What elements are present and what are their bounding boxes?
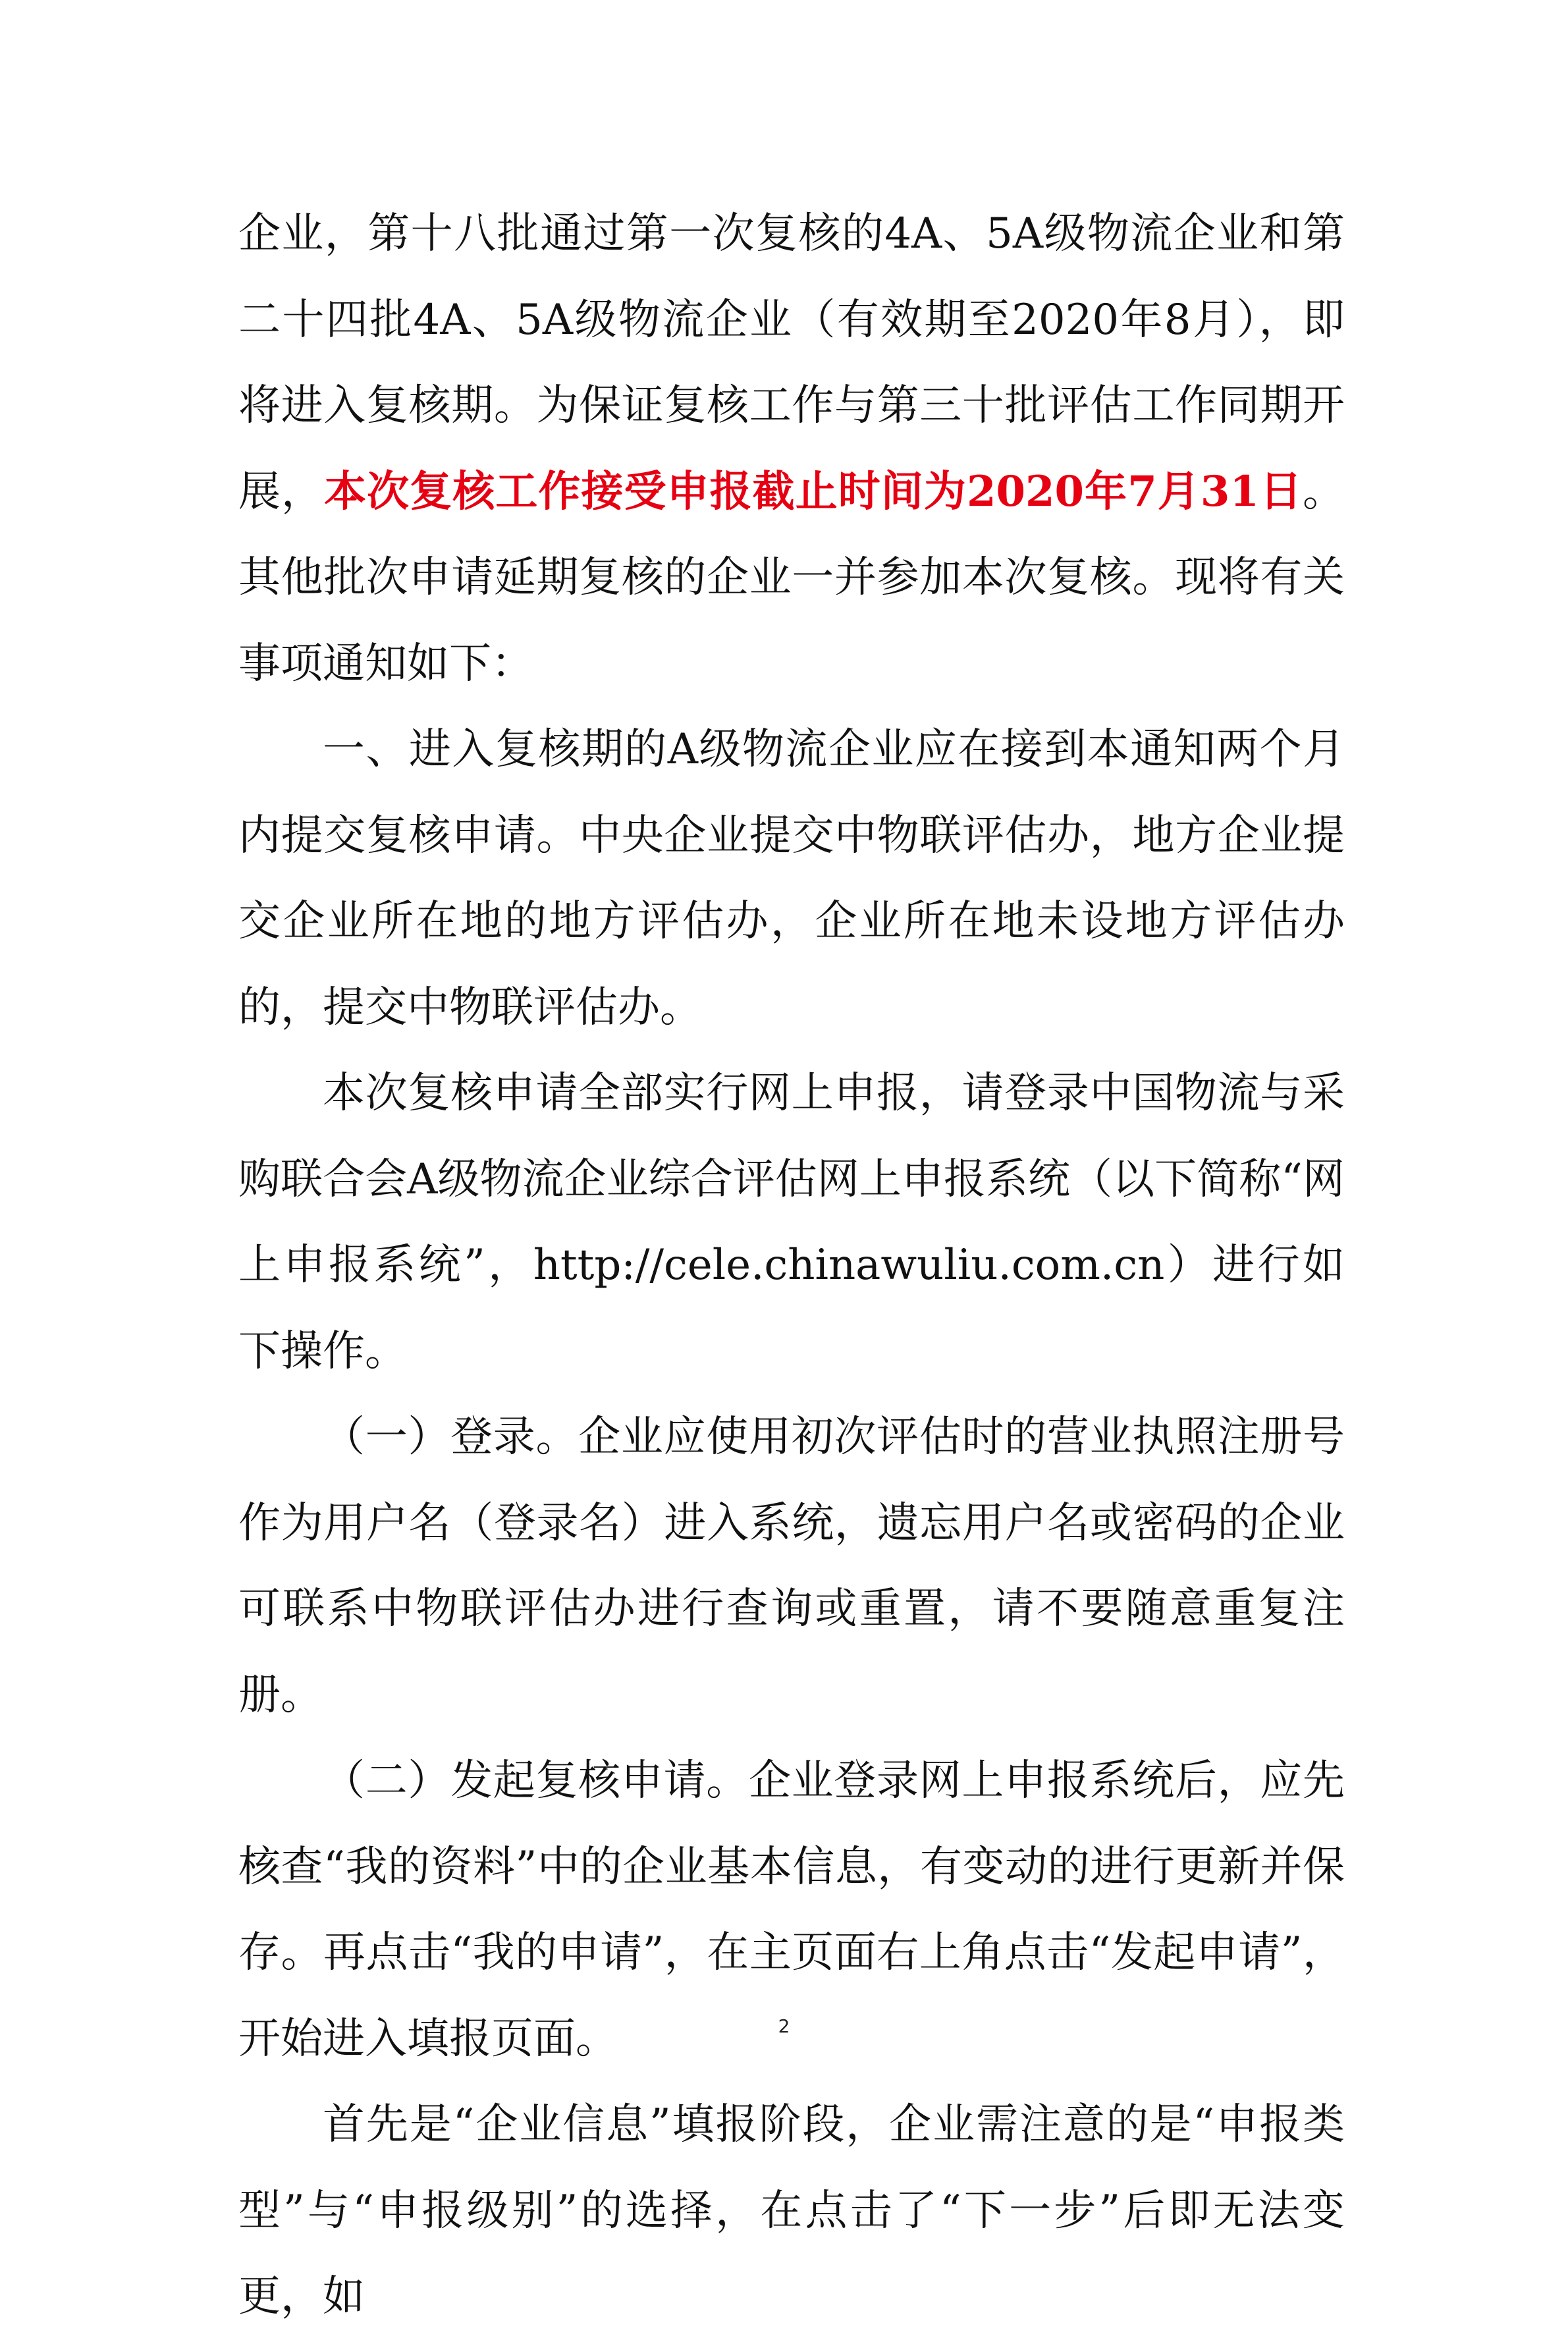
paragraph-initiate-review: （二）发起复核申请。企业登录网上申报系统后，应先核查“我的资料”中的企业基本信息，有变动的进行更新并保存。再点击“我的申请”，在主页面右上角点击“发起申请”，开始进入填报页面。 (238, 1756, 1345, 2063)
intro-text-before: 企业，第十八批通过第一次复核的4A、5A级物流企业和第二十四批4A、5A级物流企业（有效期至2020年8月），即将进入复核期。为保证复核工作与第三十批评估工作同期开展， (238, 209, 1345, 516)
paragraph-intro (238, 191, 1345, 707)
intro-text-after: 。其他批次申请延期复核的企业一并参加本次复核。现将有关事项通知如下： (238, 467, 1345, 688)
paragraph-login: （一）登录。企业应使用初次评估时的营业执照注册号作为用户名（登录名）进入系统，遗忘用户名或密码的企业可联系中物联评估办进行查询或重置，请不要随意重复注册。 (238, 1413, 1345, 1720)
paragraph-company-info: 首先是“企业信息”填报阶段，企业需注意的是“申报类型”与“申报级别”的选择，在点击了“下一步”后即无法变更，如 (238, 2100, 1345, 2321)
page-number: 2 (778, 2015, 790, 2037)
deadline-highlight: 本次复核工作接受申报截止时间为2020年7月31日 (324, 466, 1303, 516)
paragraph-online-application: 本次复核申请全部实行网上申报，请登录中国物流与采购联合会A级物流企业综合评估网上申报系统（以下简称“网上申报系统”，http://cele.chinawuliu.com.cn）进行如下操作。 (238, 1069, 1345, 1376)
paragraph-section-one: 一、进入复核期的A级物流企业应在接到本通知两个月内提交复核申请。中央企业提交中物联评估办，地方企业提交企业所在地的地方评估办，企业所在地未设地方评估办的，提交中物联评估办。 (238, 725, 1345, 1032)
